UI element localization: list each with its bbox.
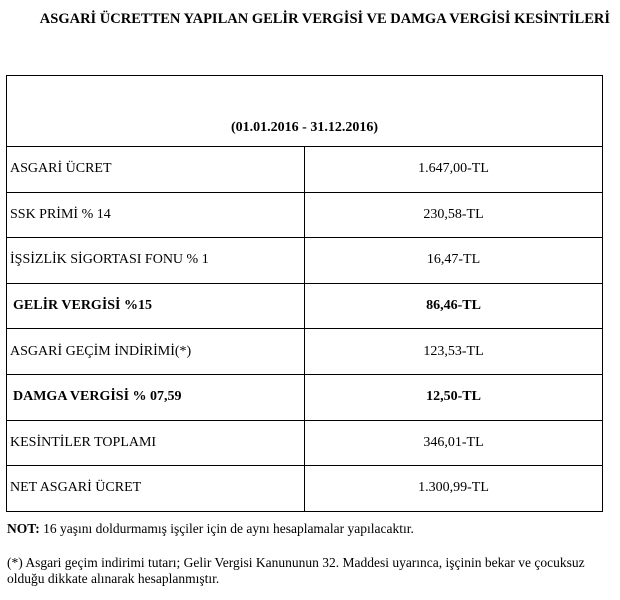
row-label: ASGARİ GEÇİM İNDİRİMİ(*) [7,329,305,375]
row-label: GELİR VERGİSİ %15 [7,283,305,329]
table-row [7,329,603,375]
deductions-table [6,75,603,512]
row-label: NET ASGARİ ÜCRET [7,466,305,512]
page-title: ASGARİ ÜCRETTEN YAPILAN GELİR VERGİSİ VE DAMGA VERGİSİ KESİNTİLERİ [39,11,610,27]
table-row [7,238,603,284]
row-value: 346,01-TL [305,420,603,466]
period-cell: (01.01.2016 - 31.12.2016) [7,76,603,147]
row-value: 12,50-TL [305,374,603,420]
table-row [7,147,603,193]
note-text: 16 yaşını doldurmamış işçiler için de aynı hesaplamalar yapılacaktır. [39,521,414,536]
footnote-line: (*) Asgari geçim indirimi tutarı; Gelir Vergisi Kanununun 32. Maddesi uyarınca, işçinin bekar ve çocuksuz [7,555,585,570]
note [7,521,414,537]
table-row [7,466,603,512]
row-label: SSK PRİMİ % 14 [7,192,305,238]
row-value: 16,47-TL [305,238,603,284]
row-value: 230,58-TL [305,192,603,238]
table-row [7,374,603,420]
row-value: 86,46-TL [305,283,603,329]
row-value: 1.647,00-TL [305,147,603,193]
row-label: ASGARİ ÜCRET [7,147,305,193]
period-row [7,76,603,147]
row-label: KESİNTİLER TOPLAMI [7,420,305,466]
row-label: İŞSİZLİK SİGORTASI FONU % 1 [7,238,305,284]
table-row [7,283,603,329]
row-value: 123,53-TL [305,329,603,375]
footnote [7,555,617,587]
table-row [7,192,603,238]
note-label: NOT: [7,521,40,536]
footnote-line: olduğu dikkate alınarak hesaplanmıştır. [7,571,220,586]
row-value: 1.300,99-TL [305,466,603,512]
table-row [7,420,603,466]
row-label: DAMGA VERGİSİ % 07,59 [7,374,305,420]
